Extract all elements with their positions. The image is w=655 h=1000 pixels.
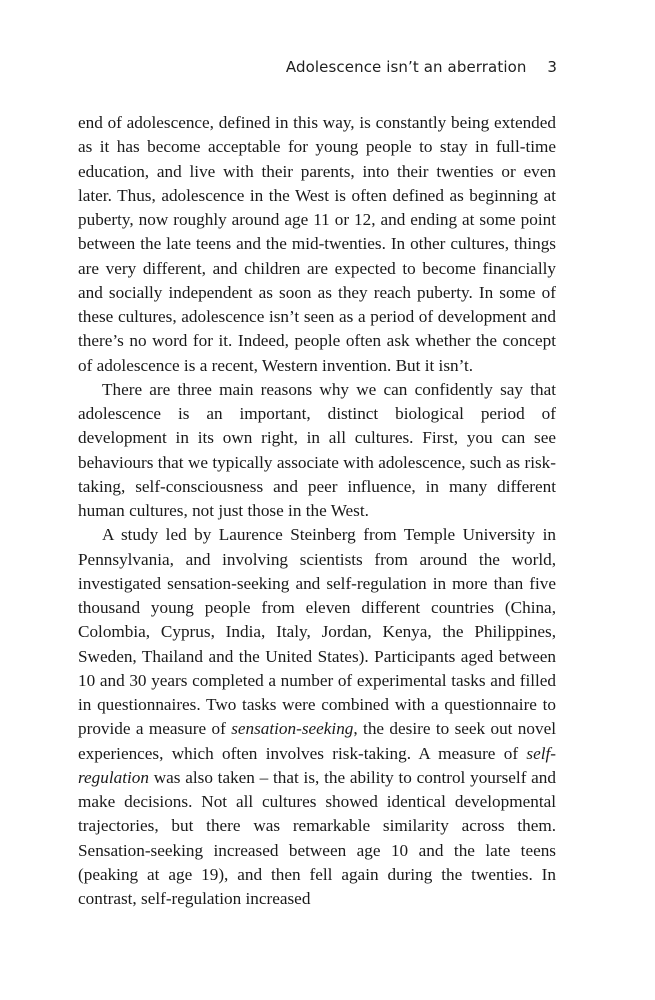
term-sensation-seeking: sensation-seeking — [231, 719, 354, 739]
body-text — [78, 111, 556, 911]
paragraph-3-part-2: , the desire to seek out novel experiences, which often involves risk-taking. A measure of — [78, 719, 556, 763]
paragraph-3-part-3: was also taken – that is, the ability to control yourself and make decisions. Not all cultures showed identical developmental trajectories, but there was remarkable similarity across them. Sensation-seeking increased between age 10 and the late teens (peaking at age 19), and then fell again during the twenties. In contrast, self-regulation increased — [78, 767, 556, 908]
paragraph-2: There are three main reasons why we can confidently say that adolescence is an important, distinct biological period of development in its own right, in all cultures. First, you can see behaviours that we typically associate with adolescence, such as risk-taking, self-consciousness and peer influence, in many different human cultures, not just those in the West. — [78, 379, 556, 520]
running-title: Adolescence isn’t an aberration — [285, 58, 527, 76]
running-head — [286, 58, 557, 76]
paragraph-3 — [78, 523, 556, 911]
paragraph-1: end of adolescence, defined in this way, is constantly being extended as it has become acceptable for young people to stay in full-time education, and live with their parents, into their twenties or even later. Thus, adolescence in the West is often defined as beginning at puberty, now roughly around age 11 or 12, and ending at some point between the late teens and the mid-twenties. In other cultures, things are very different, and children are expected to become financially and socially independent as soon as they reach puberty. In some of these cultures, adolescence isn’t seen as a period of development and there’s no word for it. Indeed, people often ask whether the concept of adolescence is a recent, Western invention. But it isn’t. — [78, 113, 556, 375]
term-self-regulation: self-regulation — [78, 743, 556, 787]
page-number: 3 — [547, 58, 557, 76]
paragraph-3-part-1: A study led by Laurence Steinberg from Temple University in Pennsylvania, and involving scientists from around the world, investigated sensation-seeking and self-regulation in more than five thousand young people from eleven different countries (China, Colombia, Cyprus, India, Italy, Jordan, Kenya, the Philippines, Sweden, Thailand and the United States). Participants aged between 10 and 30 years completed a number of experimental tasks and filled in questionnaires. Two tasks were combined with a questionnaire to provide a measure of — [78, 525, 556, 739]
